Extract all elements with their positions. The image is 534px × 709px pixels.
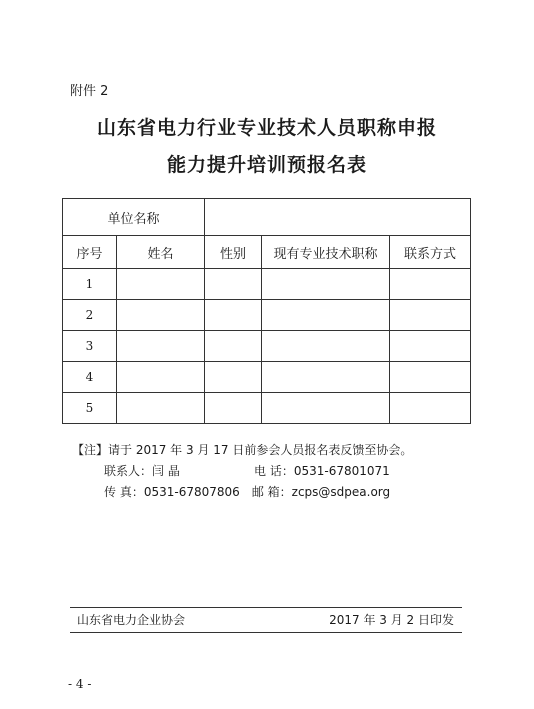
unit-name-field[interactable] <box>205 199 471 236</box>
row-name-field[interactable] <box>117 269 205 300</box>
row-gender-field[interactable] <box>205 300 262 331</box>
row-gender-field[interactable] <box>205 393 262 424</box>
row-contact-field[interactable] <box>390 331 471 362</box>
row-contact-field[interactable] <box>390 269 471 300</box>
footer-org: 山东省电力企业协会 <box>77 613 186 627</box>
attachment-label: 附件 2 <box>70 84 109 99</box>
footer-date: 2017 年 3 月 2 日印发 <box>329 613 454 627</box>
header-seq: 序号 <box>63 236 117 269</box>
table-row <box>63 300 471 331</box>
header-contact: 联系方式 <box>390 236 471 269</box>
table-row <box>63 393 471 424</box>
note-section <box>72 440 412 503</box>
row-title-field[interactable] <box>262 362 390 393</box>
row-seq: 1 <box>63 269 117 300</box>
row-name-field[interactable] <box>117 362 205 393</box>
row-contact-field[interactable] <box>390 300 471 331</box>
row-name-field[interactable] <box>117 331 205 362</box>
header-title: 现有专业技术职称 <box>262 236 390 269</box>
header-name: 姓名 <box>117 236 205 269</box>
row-contact-field[interactable] <box>390 393 471 424</box>
table-row <box>63 269 471 300</box>
phone-label: 电 话： <box>254 464 294 478</box>
row-seq: 5 <box>63 393 117 424</box>
row-name-field[interactable] <box>117 300 205 331</box>
email-label: 邮 箱： <box>251 485 292 499</box>
contact-line <box>72 461 412 482</box>
unit-name-row <box>63 199 471 236</box>
row-name-field[interactable] <box>117 393 205 424</box>
fax-line <box>72 482 412 503</box>
table-row <box>63 362 471 393</box>
title-line-2: 能力提升培训预报名表 <box>166 154 367 176</box>
header-gender: 性别 <box>205 236 262 269</box>
table-header-row <box>63 236 471 269</box>
phone-value: 0531-67801071 <box>293 464 390 478</box>
row-contact-field[interactable] <box>390 362 471 393</box>
row-title-field[interactable] <box>262 331 390 362</box>
title-line-1: 山东省电力行业专业技术人员职称申报 <box>96 117 437 139</box>
row-title-field[interactable] <box>262 300 390 331</box>
row-gender-field[interactable] <box>205 331 262 362</box>
unit-name-label: 单位名称 <box>63 199 205 236</box>
row-seq: 4 <box>63 362 117 393</box>
row-seq: 2 <box>63 300 117 331</box>
fax-value: 0531-67807806 <box>143 485 240 499</box>
table-row <box>63 331 471 362</box>
row-gender-field[interactable] <box>205 362 262 393</box>
footer-rule-bottom <box>70 632 462 633</box>
note-line <box>72 440 412 461</box>
row-seq: 3 <box>63 331 117 362</box>
email-value[interactable]: zcps@sdpea.org <box>291 485 391 499</box>
row-title-field[interactable] <box>262 269 390 300</box>
note-tag: 【注】 <box>72 443 109 457</box>
registration-form-table <box>62 198 471 424</box>
contact-person: 联系人：闫 晶 <box>104 464 180 478</box>
footer-rule-top <box>70 607 462 608</box>
fax-label: 传 真： <box>104 485 144 499</box>
note-text: 请于 2017 年 3 月 17 日前参会人员报名表反馈至协会。 <box>108 443 413 457</box>
page-number: - 4 - <box>68 677 92 691</box>
row-title-field[interactable] <box>262 393 390 424</box>
row-gender-field[interactable] <box>205 269 262 300</box>
